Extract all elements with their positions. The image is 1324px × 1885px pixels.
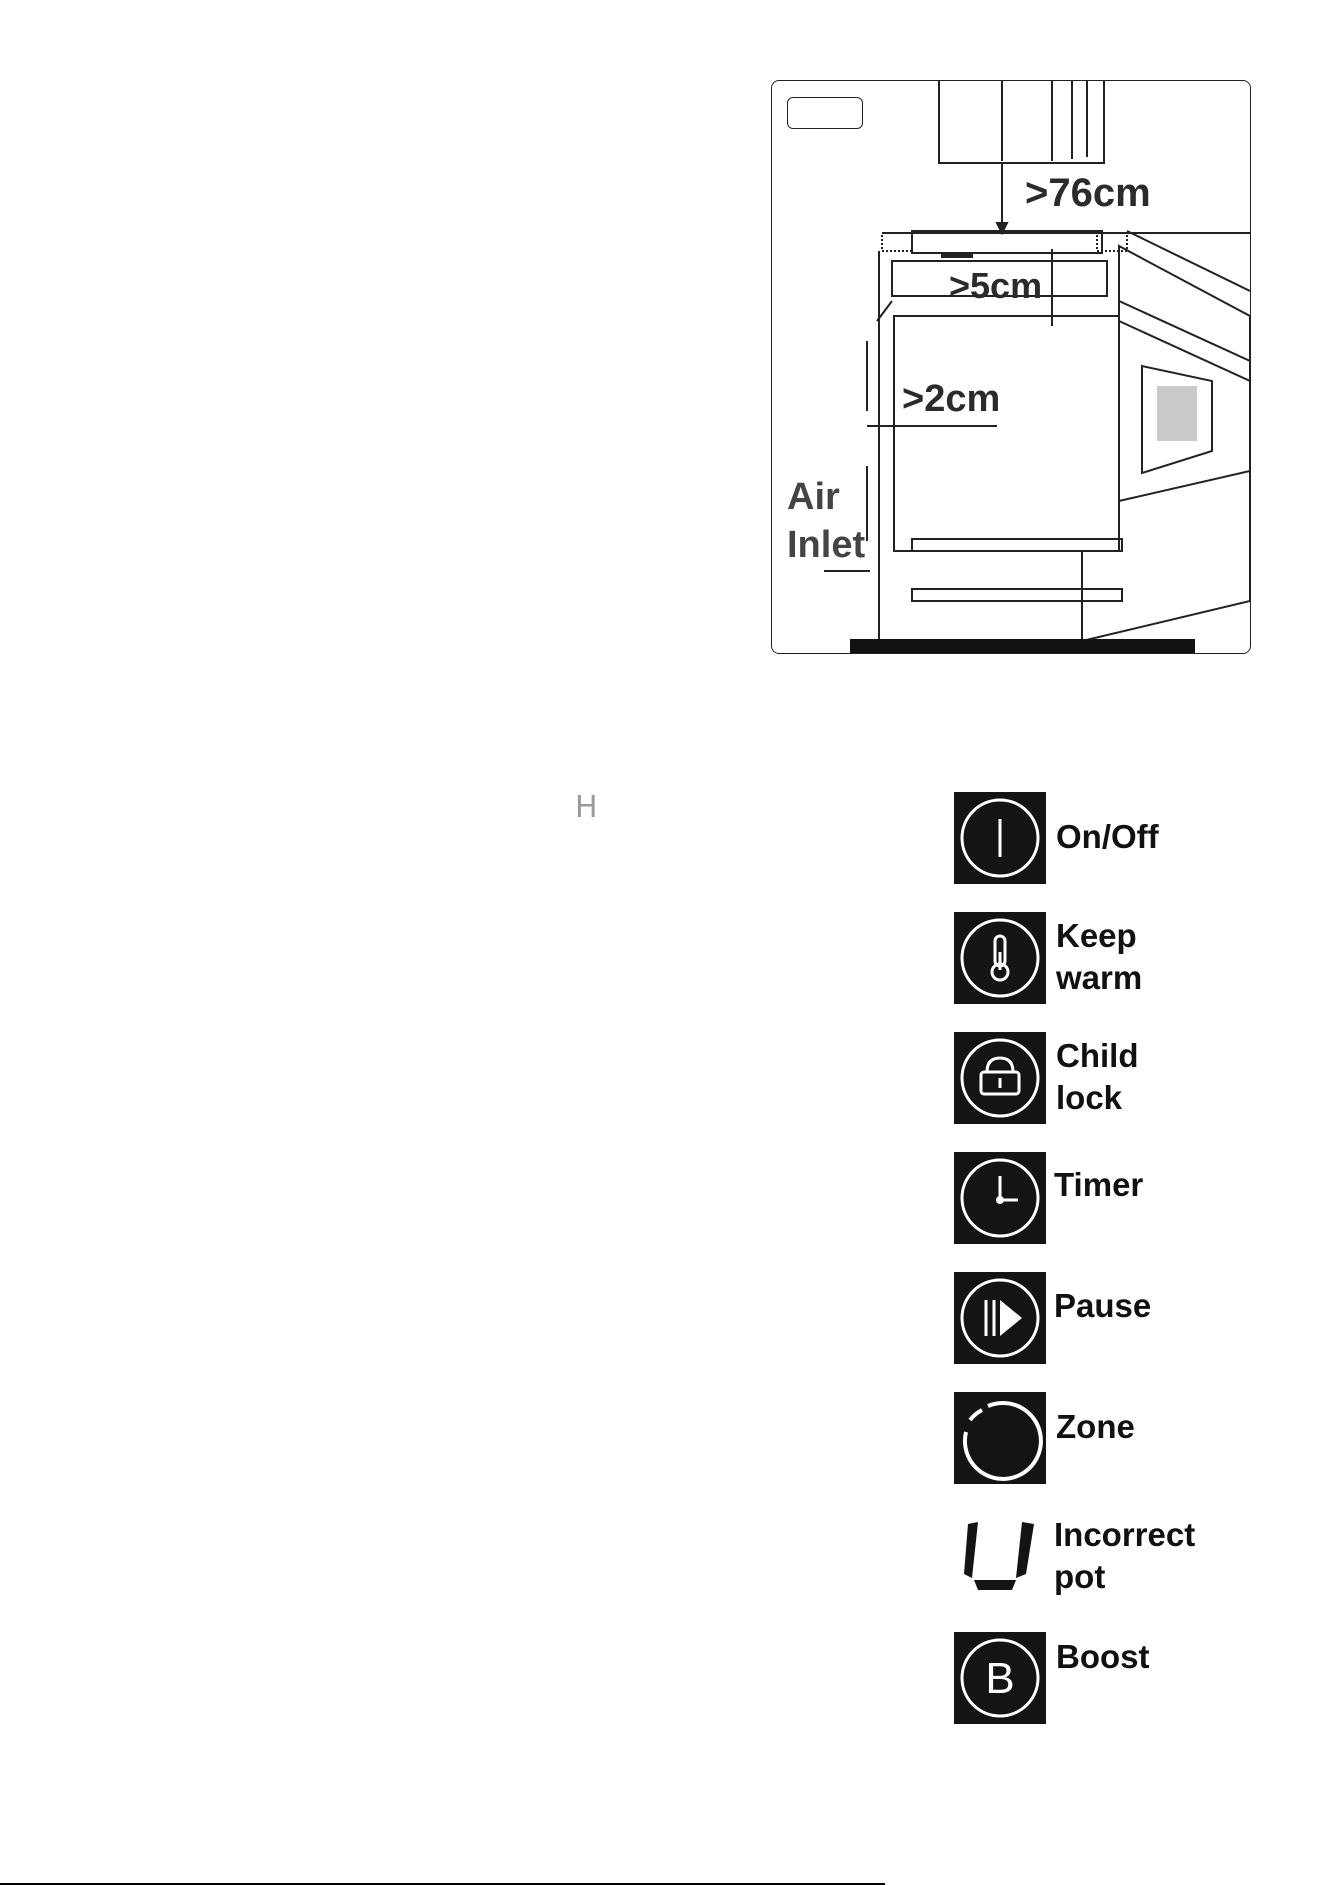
legend-label-line2: lock: [1056, 1079, 1123, 1116]
pause-play-icon: [954, 1272, 1046, 1364]
legend-label: [1056, 816, 1159, 858]
legend-label-line1: Incorrect: [1054, 1516, 1196, 1553]
legend-label-line1: On/Off: [1056, 818, 1159, 855]
dimension-gap-label: >5cm: [949, 265, 1043, 306]
dimension-hood-label: >76cm: [1025, 171, 1151, 215]
zone-circle-icon: [954, 1392, 1046, 1484]
air-inlet-line2: Inlet: [787, 524, 866, 566]
legend-label: [1054, 1164, 1143, 1206]
svg-text:B: B: [985, 1654, 1015, 1703]
clock-icon: [954, 1152, 1046, 1244]
legend-label-line2: warm: [1056, 959, 1143, 996]
legend-label-line1: Pause: [1054, 1287, 1152, 1324]
legend-label-line1: Boost: [1056, 1638, 1150, 1675]
legend-label-line2: pot: [1054, 1558, 1106, 1595]
legend-label-line1: Child: [1056, 1037, 1139, 1074]
air-inlet-line1: Air: [787, 476, 840, 518]
boost-icon: [954, 1632, 1046, 1724]
legend-label-line1: Timer: [1054, 1166, 1144, 1203]
figure-tag-box: [787, 97, 863, 129]
legend-label: [1054, 1285, 1151, 1327]
legend-label-line1: Zone: [1056, 1408, 1135, 1445]
stray-glyph: H: [575, 790, 598, 825]
power-icon: [954, 792, 1046, 884]
installation-diagram: [771, 80, 1251, 654]
legend-label: [1056, 915, 1142, 999]
air-inlet-label: [787, 473, 865, 569]
legend-label: [1056, 1406, 1135, 1448]
dimension-side-label: >2cm: [902, 378, 1001, 420]
legend-label: [1054, 1514, 1195, 1598]
legend-label-line1: Keep: [1056, 917, 1137, 954]
legend-label: [1056, 1035, 1138, 1119]
legend-label: [1056, 1636, 1150, 1678]
incorrect-pot-icon: [954, 1512, 1046, 1604]
thermometer-icon: [954, 912, 1046, 1004]
lock-icon: [954, 1032, 1046, 1124]
